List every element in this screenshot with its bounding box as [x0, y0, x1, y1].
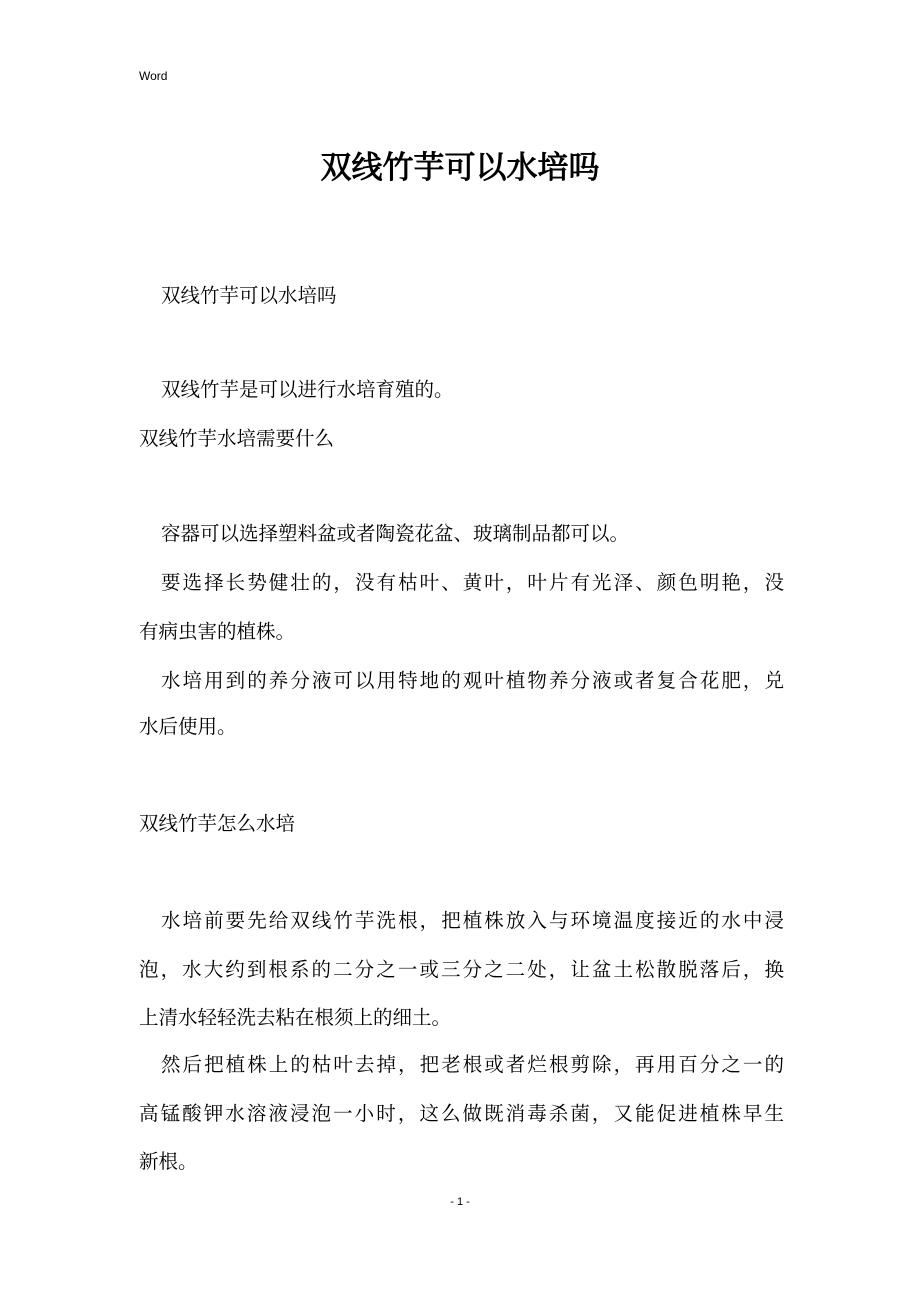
paragraph-line: 新根。	[139, 1150, 198, 1173]
header-label: Word	[139, 69, 168, 83]
paragraph-line: 水后使用。	[139, 715, 237, 738]
subtitle-line: 双线竹芋可以水培吗	[161, 284, 337, 307]
paragraph-line: 有病虫害的植株。	[139, 620, 296, 643]
paragraph-line: 水培前要先给双线竹芋洗根，把植株放入与环境温度接近的水中浸	[161, 909, 784, 932]
paragraph-line: 双线竹芋是可以进行水培育殖的。	[161, 378, 454, 401]
section-heading-requirements: 双线竹芋水培需要什么	[139, 427, 335, 450]
paragraph-line: 水培用到的养分液可以用特地的观叶植物养分液或者复合花肥，兑	[161, 669, 784, 692]
paragraph-line: 要选择长势健壮的，没有枯叶、黄叶，叶片有光泽、颜色明艳，没	[161, 571, 784, 594]
document-title: 双线竹芋可以水培吗	[320, 150, 600, 186]
paragraph-line: 高锰酸钾水溶液浸泡一小时，这么做既消毒杀菌，又能促进植株早生	[139, 1102, 784, 1125]
paragraph-line: 泡，水大约到根系的二分之一或三分之二处，让盆土松散脱落后，换	[139, 958, 784, 981]
paragraph-line: 然后把植株上的枯叶去掉，把老根或者烂根剪除，再用百分之一的	[161, 1053, 784, 1076]
paragraph-line: 容器可以选择塑料盆或者陶瓷花盆、玻璃制品都可以。	[161, 522, 630, 545]
page-number: - 1 -	[450, 1196, 470, 1208]
section-heading-method: 双线竹芋怎么水培	[139, 812, 296, 835]
paragraph-line: 上清水轻轻洗去粘在根须上的细土。	[139, 1006, 452, 1029]
